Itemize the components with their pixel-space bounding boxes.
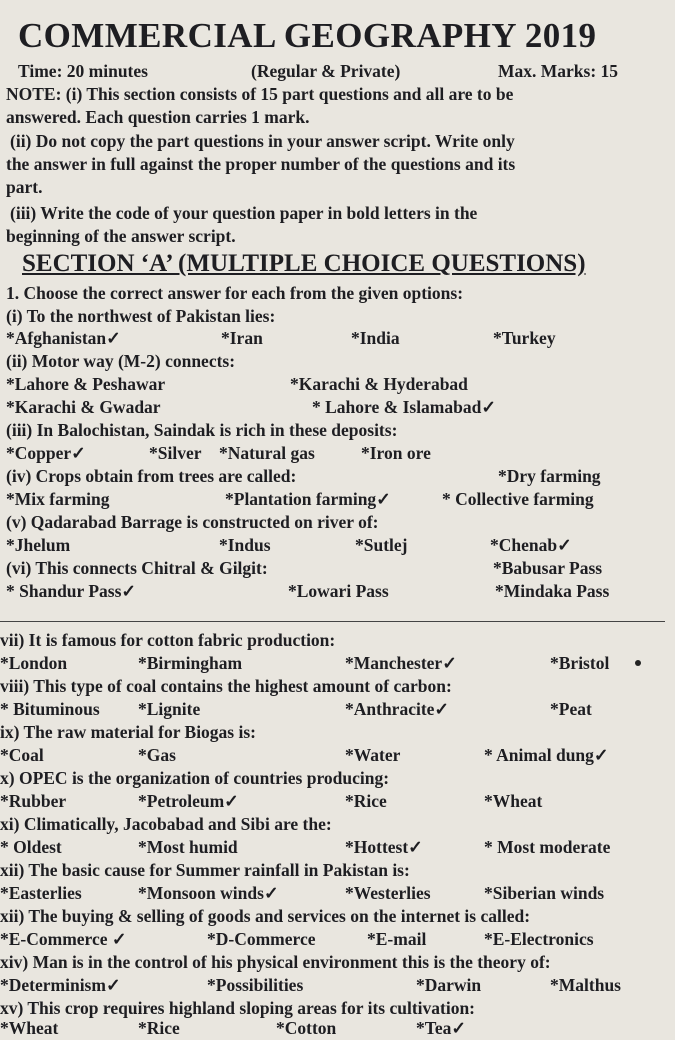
question-text: (ii) Motor way (M-2) connects: <box>6 351 236 371</box>
option: *Gas <box>138 745 176 765</box>
option: *Monsoon winds✓ <box>138 883 279 903</box>
option: *Hottest✓ <box>345 837 423 857</box>
question-text: vii) It is famous for cotton fabric production: <box>0 630 336 650</box>
option: * Animal dung✓ <box>484 745 609 765</box>
option: *Darwin <box>416 975 482 995</box>
note-line: part. <box>6 177 43 197</box>
option: * Lahore & Islamabad✓ <box>312 397 497 417</box>
option: *Cotton <box>276 1018 337 1038</box>
note-line: answered. Each question carries 1 mark. <box>6 107 310 127</box>
option: *Most humid <box>138 837 238 857</box>
option: *Manchester✓ <box>345 653 457 673</box>
exam-type-label: (Regular & Private) <box>251 61 401 81</box>
note-line: (iii) Write the code of your question paper in bold letters in the <box>10 203 478 223</box>
options-row <box>0 836 662 859</box>
option: *Malthus <box>550 975 621 995</box>
options-row <box>0 744 662 767</box>
option: * Bituminous <box>0 699 100 719</box>
option: *Karachi & Hyderabad <box>290 374 468 394</box>
options-row <box>6 396 668 419</box>
option: *Karachi & Gwadar <box>6 397 161 417</box>
options-row <box>6 442 668 465</box>
options-row <box>0 652 662 675</box>
option: *Plantation farming✓ <box>225 489 391 509</box>
options-row <box>6 534 668 557</box>
question-row <box>6 557 668 580</box>
option: *Rice <box>345 791 387 811</box>
option: *Determinism✓ <box>0 975 121 995</box>
question-text: ix) The raw material for Biogas is: <box>0 722 256 742</box>
option: *Possibilities <box>207 975 304 995</box>
option: *Water <box>345 745 401 765</box>
option: *Siberian winds <box>484 883 605 903</box>
note-line: the answer in full against the proper number of the questions and its <box>6 154 516 174</box>
option: *D-Commerce <box>207 929 316 949</box>
option: *Bristol <box>550 653 610 673</box>
option: *Wheat <box>0 1018 59 1038</box>
option: *Copper✓ <box>6 443 86 463</box>
option: *E-Commerce ✓ <box>0 929 127 949</box>
options-row <box>6 580 668 603</box>
option: *Indus <box>219 535 271 555</box>
option: *Chenab✓ <box>490 535 572 555</box>
question-text: viii) This type of coal contains the highest amount of carbon: <box>0 676 452 696</box>
option: *Anthracite✓ <box>345 699 450 719</box>
option: *Peat <box>550 699 592 719</box>
options-row <box>0 1017 662 1040</box>
option: *Westerlies <box>345 883 431 903</box>
note-line: NOTE: (i) This section consists of 15 part questions and all are to be <box>6 84 514 104</box>
option: * Collective farming <box>442 489 594 509</box>
option: * Most moderate <box>484 837 611 857</box>
option: *Mindaka Pass <box>495 581 610 601</box>
options-row <box>0 698 662 721</box>
option: *Afghanistan✓ <box>6 328 121 348</box>
question-text: xi) Climatically, Jacobabad and Sibi are the: <box>0 814 332 834</box>
option: * Shandur Pass✓ <box>6 581 137 601</box>
option: *Birmingham <box>138 653 243 673</box>
option: *Turkey <box>493 328 556 348</box>
option: *E-mail <box>367 929 427 949</box>
option: *India <box>351 328 400 348</box>
option: *Lahore & Peshawar <box>6 374 166 394</box>
option: *Rice <box>138 1018 180 1038</box>
header-info-row <box>6 60 668 83</box>
option: *Petroleum✓ <box>138 791 239 811</box>
question-text: x) OPEC is the organization of countries producing: <box>0 768 390 788</box>
question-text: (v) Qadarabad Barrage is constructed on river of: <box>6 512 379 532</box>
option: *Silver <box>149 443 202 463</box>
instruction-line: 1. Choose the correct answer for each from the given options: <box>6 283 464 303</box>
option: *Lowari Pass <box>288 581 389 601</box>
option: *Mix farming <box>6 489 110 509</box>
question-text: xv) This crop requires highland sloping areas for its cultivation: <box>0 998 476 1018</box>
option: *Rubber <box>0 791 67 811</box>
options-row <box>6 373 668 396</box>
question-text: xiv) Man is in the control of his physical environment this is the theory of: <box>0 952 551 972</box>
options-row <box>6 327 668 350</box>
question-row <box>6 465 668 488</box>
question-text: (iv) Crops obtain from trees are called: <box>6 466 297 486</box>
option: *Dry farming <box>498 466 601 486</box>
question-text: xii) The basic cause for Summer rainfall in Pakistan is: <box>0 860 410 880</box>
option: *Tea✓ <box>416 1018 466 1038</box>
option: *Coal <box>0 745 44 765</box>
time-label: Time: 20 minutes <box>18 61 148 81</box>
question-text: (i) To the northwest of Pakistan lies: <box>6 306 276 326</box>
options-row <box>6 488 668 511</box>
section-title: SECTION ‘A’ (MULTIPLE CHOICE QUESTIONS) <box>22 250 586 277</box>
ink-dot <box>635 660 641 666</box>
option: * Oldest <box>0 837 62 857</box>
max-marks-label: Max. Marks: 15 <box>498 61 619 81</box>
exam-title: COMMERCIAL GEOGRAPHY 2019 <box>18 16 597 55</box>
options-row <box>0 882 662 905</box>
option: *Jhelum <box>6 535 71 555</box>
page-divider <box>0 621 665 622</box>
option: *Natural gas <box>219 443 315 463</box>
note-line: (ii) Do not copy the part questions in your answer script. Write only <box>10 131 515 151</box>
option: *Wheat <box>484 791 543 811</box>
option: *E-Electronics <box>484 929 594 949</box>
option: *London <box>0 653 68 673</box>
question-text: (iii) In Balochistan, Saindak is rich in these deposits: <box>6 420 398 440</box>
options-row <box>0 928 662 951</box>
option: *Babusar Pass <box>493 558 603 578</box>
option: *Easterlies <box>0 883 82 903</box>
option: *Iran <box>221 328 263 348</box>
option: *Sutlej <box>355 535 408 555</box>
option: *Lignite <box>138 699 201 719</box>
question-text: xii) The buying & selling of goods and services on the internet is called: <box>0 906 531 926</box>
options-row <box>0 974 662 997</box>
options-row <box>0 790 662 813</box>
option: *Iron ore <box>361 443 431 463</box>
question-text: (vi) This connects Chitral & Gilgit: <box>6 558 268 578</box>
note-line: beginning of the answer script. <box>6 226 236 246</box>
